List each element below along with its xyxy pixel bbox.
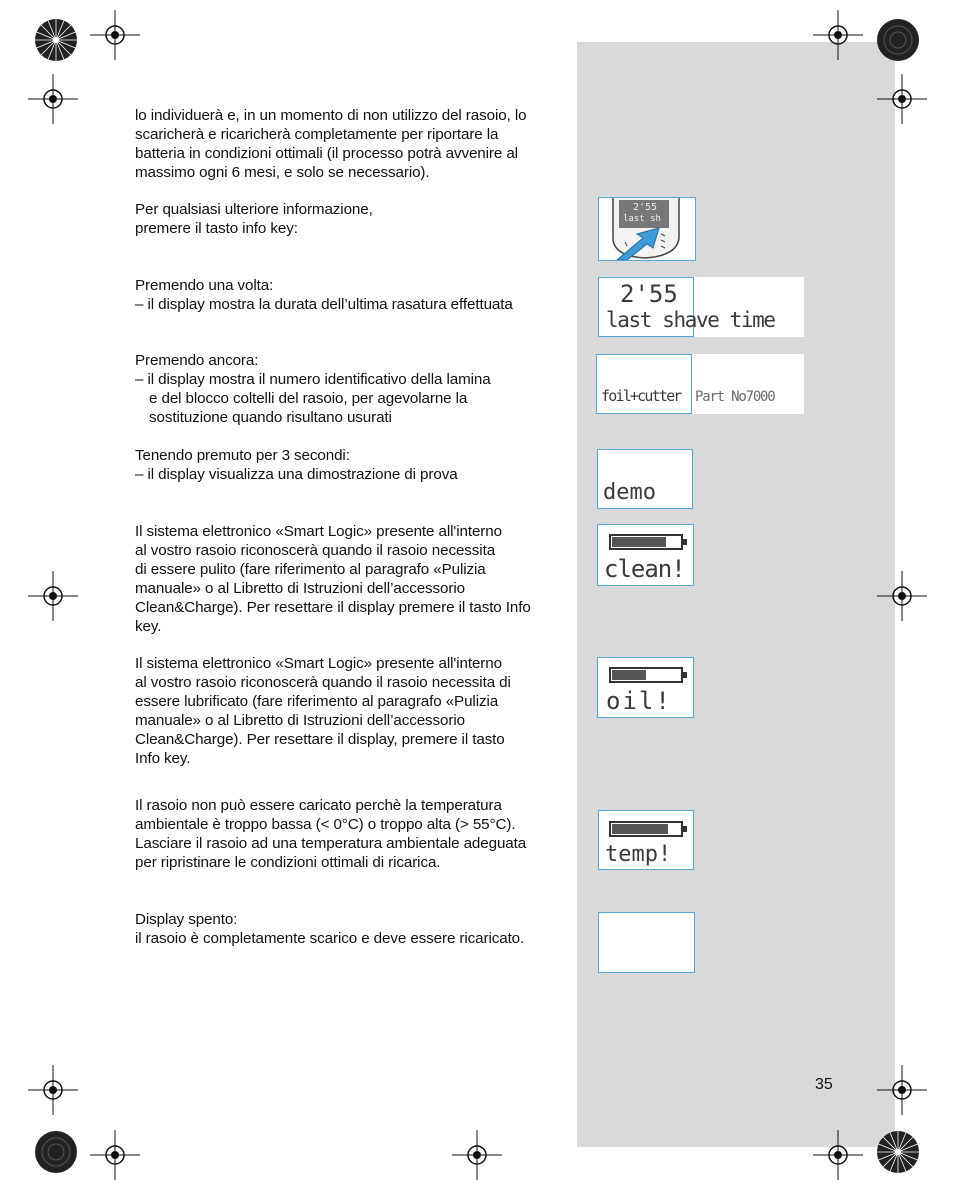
text-line: Per qualsiasi ulteriore informazione, (135, 201, 373, 218)
text-line: – il display mostra la durata dell’ultima rasatura effettuata (135, 296, 513, 313)
text-line: essere lubrificato (fare riferimento al paragrafo «Pulizia (135, 693, 499, 710)
crosshair-top-right-icon (813, 10, 863, 60)
text-line: manuale» o al Libretto di Istruzioni dell’accessorio (135, 580, 465, 597)
pointing-arrow-icon (599, 198, 695, 260)
crosshair-left-lower-icon (28, 1065, 78, 1115)
shaver-info-key-illustration (598, 197, 696, 261)
lcd-last-shave-label: last shave time (606, 308, 775, 332)
text-line: Clean&Charge). Per resettare il display premere il tasto Info (135, 599, 531, 616)
text-line: sostituzione quando risultano usurati (149, 409, 392, 426)
paragraph-display-off (135, 910, 560, 948)
text-line: Premendo ancora: (135, 352, 259, 369)
text-line: di essere pulito (fare riferimento al paragrafo «Pulizia (135, 561, 486, 578)
paragraph-hold-3-seconds (135, 446, 560, 484)
text-line: key. (135, 618, 162, 635)
lcd-oil (597, 657, 694, 718)
text-line: Display spento: (135, 911, 238, 928)
lcd-clean-label: clean! (604, 555, 685, 583)
text-line: al vostro rasoio riconoscerà quando il rasoio necessita (135, 542, 496, 559)
battery-indicator (609, 821, 683, 837)
text-line: Tenendo premuto per 3 secondi: (135, 447, 350, 464)
text-line: Il rasoio non può essere caricato perchè la temperatura (135, 797, 502, 814)
lcd-temp-label: temp! (605, 842, 672, 867)
crosshair-bottom-left-icon (90, 1130, 140, 1180)
crosshair-left-middle-icon (28, 571, 78, 621)
lcd-overflow-part (692, 354, 804, 414)
text-line: al vostro rasoio riconoscerà quando il rasoio necessita di (135, 674, 511, 691)
lcd-temp (598, 810, 694, 870)
text-line: – il display mostra il numero identificativo della lamina (135, 371, 491, 388)
crosshair-top-left-icon (90, 10, 140, 60)
battery-fill (612, 537, 666, 547)
text-line: batteria in condizioni ottimali (il processo potrà avvenire al (135, 145, 518, 162)
battery-fill (612, 670, 646, 680)
crosshair-bottom-center-icon (452, 1130, 502, 1180)
battery-tip (683, 826, 687, 832)
text-line: lo individuerà e, in un momento di non utilizzo del rasoio, lo (135, 107, 527, 124)
text-line: Clean&Charge). Per resettare il display, premere il tasto (135, 731, 505, 748)
crosshair-right-lower-icon (877, 1065, 927, 1115)
lcd-foil-cutter-label: foil+cutter (601, 387, 681, 405)
lcd-demo-label: demo (603, 480, 656, 505)
crosshair-right-middle-icon (877, 571, 927, 621)
battery-tip (683, 539, 687, 545)
paragraph-clean-indicator (135, 522, 560, 636)
lcd-blank (598, 912, 695, 973)
text-line: Il sistema elettronico «Smart Logic» presente all'interno (135, 655, 502, 672)
crosshair-bottom-right-icon (813, 1130, 863, 1180)
battery-fill (612, 824, 668, 834)
battery-indicator (609, 534, 683, 550)
text-line: Il sistema elettronico «Smart Logic» presente all'interno (135, 523, 502, 540)
text-line: manuale» o al Libretto di Istruzioni dell’accessorio (135, 712, 465, 729)
text-line: ambientale è troppo bassa (< 0°C) o troppo alta (> 55°C). (135, 816, 516, 833)
text-line: Premendo una volta: (135, 277, 274, 294)
crosshair-right-upper-icon (877, 74, 927, 124)
registration-sunburst-top-right-icon (876, 18, 920, 62)
text-line: scaricherà e ricaricherà completamente per riportare la (135, 126, 499, 143)
paragraph-battery-conditioning (135, 106, 560, 182)
page-number: 35 (815, 1076, 833, 1093)
text-line: premere il tasto info key: (135, 220, 298, 237)
text-line: – il display visualizza una dimostrazione di prova (135, 466, 458, 483)
lcd-oil-label: oil! (606, 687, 672, 715)
registration-sunburst-bottom-right-icon (876, 1130, 920, 1174)
crosshair-left-upper-icon (28, 74, 78, 124)
registration-sunburst-bottom-left-icon (34, 1130, 78, 1174)
text-line: massimo ogni 6 mesi, e solo se necessario). (135, 164, 430, 181)
lcd-shave-duration: 2'55 (620, 280, 678, 308)
text-line: Info key. (135, 750, 191, 767)
lcd-part-number: Part No7000 (695, 389, 775, 405)
paragraph-press-again (135, 351, 560, 427)
battery-indicator (609, 667, 683, 683)
text-line: Lasciare il rasoio ad una temperatura ambientale adeguata (135, 835, 527, 852)
paragraph-oil-indicator (135, 654, 560, 768)
lcd-demo (597, 449, 693, 509)
lcd-clean (597, 524, 694, 586)
battery-tip (683, 672, 687, 678)
paragraph-press-once (135, 276, 560, 314)
text-line: il rasoio è completamente scarico e deve essere ricaricato. (135, 930, 525, 947)
text-line: per ripristinare le condizioni ottimali di ricarica. (135, 854, 441, 871)
lcd-foil-cutter (596, 354, 692, 414)
shaver-display-label: last sh (623, 214, 661, 224)
paragraph-info-key (135, 200, 560, 238)
registration-sunburst-top-left-icon (34, 18, 78, 62)
shaver-display-time: 2'55 (633, 202, 658, 213)
paragraph-temperature-indicator (135, 796, 560, 872)
text-line: e del blocco coltelli del rasoio, per agevolarne la (149, 390, 468, 407)
